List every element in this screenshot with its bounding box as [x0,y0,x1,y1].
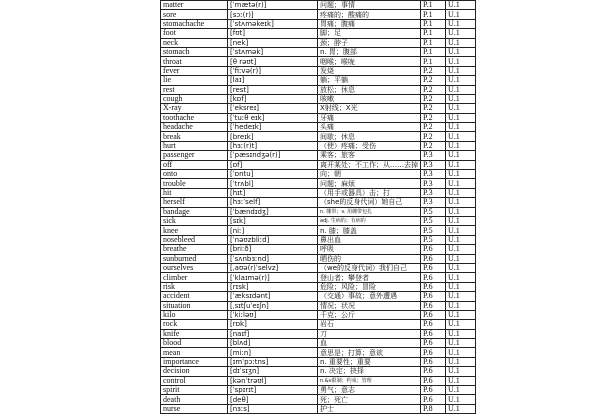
phonetic-cell: [niː] [228,226,318,235]
table-row [161,301,476,310]
word-cell: foot [161,29,228,38]
phonetic-cell: [kɒf] [228,94,318,103]
word-cell: herself [161,198,228,207]
page-cell: P.1 [421,47,446,56]
phonetic-cell: [blʌd] [228,339,318,348]
phonetic-cell: [ˈspɪrɪt] [228,386,318,395]
page-cell: P.1 [421,29,446,38]
unit-cell: U.1 [446,292,476,301]
page-cell: P.6 [421,348,446,357]
table-row [161,160,476,169]
page-cell: P.5 [421,226,446,235]
phonetic-cell: [rɪsk] [228,282,318,291]
word-cell: blood [161,339,228,348]
word-cell: kilo [161,310,228,319]
page-cell: P.1 [421,57,446,66]
word-cell: X-ray [161,104,228,113]
phonetic-cell: [hɜːˈself] [228,198,318,207]
meaning-cell: 脚；足 [318,29,421,38]
unit-cell: U.1 [446,339,476,348]
table-row [161,47,476,56]
meaning-cell: 向；朝 [318,170,421,179]
table-row [161,57,476,66]
table-row [161,273,476,282]
word-cell: spirit [161,386,228,395]
meaning-cell: X射线；X光 [318,104,421,113]
unit-cell: U.1 [446,1,476,10]
unit-cell: U.1 [446,273,476,282]
meaning-cell: 头痛 [318,123,421,132]
unit-cell: U.1 [446,76,476,85]
word-cell: hurt [161,141,228,150]
word-cell: onto [161,170,228,179]
phonetic-cell: [dɪˈsɪʒn] [228,367,318,376]
page-cell: P.2 [421,141,446,150]
page-cell: P.6 [421,386,446,395]
phonetic-cell: [fʊt] [228,29,318,38]
page-cell: P.3 [421,198,446,207]
phonetic-cell: [ɪmˈpɔːtns] [228,357,318,366]
word-cell: passenger [161,151,228,160]
page-cell: P.6 [421,376,446,385]
unit-cell: U.1 [446,94,476,103]
page-cell: P.6 [421,339,446,348]
table-row [161,188,476,197]
page-cell: P.3 [421,151,446,160]
meaning-cell: n. 膝；膝盖 [318,226,421,235]
phonetic-cell: [ˈsʌnbɜːnd] [228,254,318,263]
word-cell: death [161,395,228,404]
table-row [161,263,476,272]
page-cell: P.5 [421,207,446,216]
table-row [161,339,476,348]
unit-cell: U.1 [446,207,476,216]
meaning-cell: n. 重要性；重要 [318,357,421,366]
phonetic-cell: [naɪf] [228,329,318,338]
page-cell: P.6 [421,320,446,329]
unit-cell: U.1 [446,170,476,179]
page-cell: P.2 [421,104,446,113]
table-row [161,104,476,113]
phonetic-cell: [ˈeksreɪ] [228,104,318,113]
phonetic-cell: [ˈɒntu] [228,170,318,179]
phonetic-cell: [rɒk] [228,320,318,329]
table-row [161,123,476,132]
page-cell: P.6 [421,263,446,272]
meaning-cell: 咽喉；喉咙 [318,57,421,66]
unit-cell: U.1 [446,57,476,66]
phonetic-cell: [hɜː(r)t] [228,141,318,150]
table-row [161,282,476,291]
phonetic-cell: [ˈæksɪdənt] [228,292,318,301]
phonetic-cell: [nɜːs] [228,404,318,413]
table-row [161,235,476,244]
meaning-cell: （交通）事故；意外遭遇 [318,292,421,301]
meaning-cell: adj. 生病的；有病的 [318,216,421,225]
unit-cell: U.1 [446,282,476,291]
meaning-cell: 意思是；打算；意欲 [318,348,421,357]
table-row [161,245,476,254]
word-cell: cough [161,94,228,103]
phonetic-cell: [ˈpæsɪndʒə(r)] [228,151,318,160]
table-row [161,329,476,338]
meaning-cell: 死；死亡 [318,395,421,404]
phonetic-cell: [ˈnəʊzbliːd] [228,235,318,244]
page-cell: P.3 [421,188,446,197]
meaning-cell: 发烧 [318,66,421,75]
phonetic-cell: [ˈmætə(r)] [228,1,318,10]
page-cell: P.6 [421,395,446,404]
page-cell: P.5 [421,235,446,244]
unit-cell: U.1 [446,188,476,197]
page-cell: P.2 [421,76,446,85]
table-row [161,404,476,413]
word-cell: knife [161,329,228,338]
meaning-cell: 登山者；攀登者 [318,273,421,282]
meaning-cell: 勇气；意志 [318,386,421,395]
page-cell: P.6 [421,367,446,376]
word-cell: nosebleed [161,235,228,244]
page-cell: P.6 [421,310,446,319]
word-cell: throat [161,57,228,66]
page-cell: P.6 [421,329,446,338]
table-row [161,38,476,47]
unit-cell: U.1 [446,104,476,113]
meaning-cell: （使）疼痛；受伤 [318,141,421,150]
phonetic-cell: [rest] [228,85,318,94]
meaning-cell: 躺；平躺 [318,76,421,85]
vocabulary-table-body [161,1,476,414]
phonetic-cell: [miːn] [228,348,318,357]
meaning-cell: 问题；事情 [318,1,421,10]
meaning-cell: n.&v限制；约束；管理 [318,376,421,385]
phonetic-cell: [ˈhedeɪk] [228,123,318,132]
table-row [161,198,476,207]
unit-cell: U.1 [446,320,476,329]
unit-cell: U.1 [446,141,476,150]
word-cell: lie [161,76,228,85]
unit-cell: U.1 [446,357,476,366]
phonetic-cell: [sɪk] [228,216,318,225]
meaning-cell: 岩石 [318,320,421,329]
page-cell: P.6 [421,245,446,254]
phonetic-cell: [ˈbændɪdʒ] [228,207,318,216]
meaning-cell: 胃痛；腹痛 [318,19,421,28]
phonetic-cell: [nek] [228,38,318,47]
meaning-cell: n. 绷带；v. 用绷带包扎 [318,207,421,216]
word-cell: hit [161,188,228,197]
word-cell: off [161,160,228,169]
unit-cell: U.1 [446,367,476,376]
word-cell: sore [161,10,228,19]
page-cell: P.3 [421,170,446,179]
unit-cell: U.1 [446,235,476,244]
word-cell: decision [161,367,228,376]
word-cell: situation [161,301,228,310]
phonetic-cell: [kənˈtrəʊl] [228,376,318,385]
unit-cell: U.1 [446,395,476,404]
word-cell: control [161,376,228,385]
phonetic-cell: [ˈfiːvə(r)] [228,66,318,75]
phonetic-cell: [ˈklaɪmə(r)] [228,273,318,282]
phonetic-cell: [deθ] [228,395,318,404]
page-cell: P.6 [421,282,446,291]
page-cell: P.5 [421,216,446,225]
unit-cell: U.1 [446,310,476,319]
meaning-cell: （we的反身代词）我们自己 [318,263,421,272]
table-row [161,386,476,395]
table-row [161,10,476,19]
meaning-cell: 问题；麻烦 [318,179,421,188]
unit-cell: U.1 [446,19,476,28]
word-cell: breathe [161,245,228,254]
word-cell: trouble [161,179,228,188]
unit-cell: U.1 [446,38,476,47]
table-row [161,226,476,235]
page-cell: P.2 [421,85,446,94]
unit-cell: U.1 [446,376,476,385]
phonetic-cell: [ˈkiːləʊ] [228,310,318,319]
unit-cell: U.1 [446,348,476,357]
unit-cell: U.1 [446,245,476,254]
page-cell: P.1 [421,1,446,10]
meaning-cell: 离开某处；不工作；从……去掉 [318,160,421,169]
page-cell: P.1 [421,10,446,19]
meaning-cell: 千克；公斤 [318,310,421,319]
meaning-cell: 刀 [318,329,421,338]
table-row [161,357,476,366]
unit-cell: U.1 [446,386,476,395]
table-row [161,85,476,94]
phonetic-cell: [ˈtuːθ eɪk] [228,113,318,122]
page-cell: P.2 [421,123,446,132]
meaning-cell: 呼吸 [318,245,421,254]
word-cell: matter [161,1,228,10]
meaning-cell: n. 胃；腹部 [318,47,421,56]
phonetic-cell: [ˈstʌmək] [228,47,318,56]
meaning-cell: 放松；休息 [318,85,421,94]
table-row [161,132,476,141]
word-cell: bandage [161,207,228,216]
page-cell: P.1 [421,38,446,47]
page-cell: P.2 [421,113,446,122]
word-cell: nurse [161,404,228,413]
word-cell: rest [161,85,228,94]
page-cell: P.6 [421,357,446,366]
unit-cell: U.1 [446,151,476,160]
table-row [161,29,476,38]
table-row [161,320,476,329]
meaning-cell: 乘客；旅客 [318,151,421,160]
word-cell: headache [161,123,228,132]
meaning-cell: 血 [318,339,421,348]
word-cell: mean [161,348,228,357]
meaning-cell: 晒伤的 [318,254,421,263]
table-row [161,254,476,263]
phonetic-cell: [θ rəʊt] [228,57,318,66]
table-row [161,376,476,385]
page-cell: P.3 [421,160,446,169]
table-row [161,19,476,28]
phonetic-cell: [ˌsɪtʃuˈeɪʃn] [228,301,318,310]
unit-cell: U.1 [446,404,476,413]
word-cell: rock [161,320,228,329]
unit-cell: U.1 [446,85,476,94]
table-row [161,207,476,216]
meaning-cell: （she的反身代词）她自己 [318,198,421,207]
page-cell: P.2 [421,94,446,103]
unit-cell: U.1 [446,216,476,225]
word-cell: risk [161,282,228,291]
page-cell: P.2 [421,132,446,141]
meaning-cell: 危险；风险；冒险 [318,282,421,291]
word-cell: stomachache [161,19,228,28]
unit-cell: U.1 [446,132,476,141]
meaning-cell: 护士 [318,404,421,413]
phonetic-cell: [ˈtrʌbl] [228,179,318,188]
word-cell: neck [161,38,228,47]
table-row [161,94,476,103]
word-cell: fever [161,66,228,75]
meaning-cell: n. 决定；抉择 [318,367,421,376]
meaning-cell: 鼻出血 [318,235,421,244]
vocabulary-table [160,0,476,414]
page-cell: P.2 [421,66,446,75]
unit-cell: U.1 [446,329,476,338]
table-row [161,170,476,179]
word-cell: toothache [161,113,228,122]
unit-cell: U.1 [446,254,476,263]
unit-cell: U.1 [446,113,476,122]
phonetic-cell: [ˌaʊə(r)ˈselvz] [228,263,318,272]
phonetic-cell: [hɪt] [228,188,318,197]
unit-cell: U.1 [446,29,476,38]
unit-cell: U.1 [446,179,476,188]
word-cell: sick [161,216,228,225]
table-row [161,66,476,75]
unit-cell: U.1 [446,263,476,272]
table-row [161,113,476,122]
meaning-cell: 间歇；休息 [318,132,421,141]
word-cell: ourselves [161,263,228,272]
word-cell: importance [161,357,228,366]
table-row [161,292,476,301]
page-cell: P.3 [421,179,446,188]
page-cell: P.1 [421,19,446,28]
unit-cell: U.1 [446,123,476,132]
word-cell: climber [161,273,228,282]
phonetic-cell: [briːð] [228,245,318,254]
table-row [161,216,476,225]
unit-cell: U.1 [446,198,476,207]
page-cell: P.6 [421,301,446,310]
meaning-cell: 颈；脖子 [318,38,421,47]
table-row [161,179,476,188]
meaning-cell: 咳嗽 [318,94,421,103]
page-cell: P.8 [421,404,446,413]
word-cell: knee [161,226,228,235]
table-row [161,367,476,376]
table-row [161,141,476,150]
unit-cell: U.1 [446,66,476,75]
page-cell: P.6 [421,273,446,282]
phonetic-cell: [breɪk] [228,132,318,141]
phonetic-cell: [ɒf] [228,160,318,169]
page-cell: P.6 [421,254,446,263]
table-row [161,1,476,10]
unit-cell: U.1 [446,301,476,310]
table-row [161,348,476,357]
phonetic-cell: [laɪ] [228,76,318,85]
word-cell: stomach [161,47,228,56]
page-cell: P.6 [421,292,446,301]
word-cell: break [161,132,228,141]
table-row [161,76,476,85]
unit-cell: U.1 [446,10,476,19]
word-cell: sunburned [161,254,228,263]
unit-cell: U.1 [446,226,476,235]
meaning-cell: （用手或器具）击；打 [318,188,421,197]
meaning-cell: 疼痛的；酸痛的 [318,10,421,19]
unit-cell: U.1 [446,160,476,169]
phonetic-cell: [sɔː(r)] [228,10,318,19]
word-cell: accident [161,292,228,301]
table-row [161,151,476,160]
meaning-cell: 情况；状况 [318,301,421,310]
unit-cell: U.1 [446,47,476,56]
phonetic-cell: [ˈstʌməkeɪk] [228,19,318,28]
meaning-cell: 牙痛 [318,113,421,122]
table-row [161,310,476,319]
